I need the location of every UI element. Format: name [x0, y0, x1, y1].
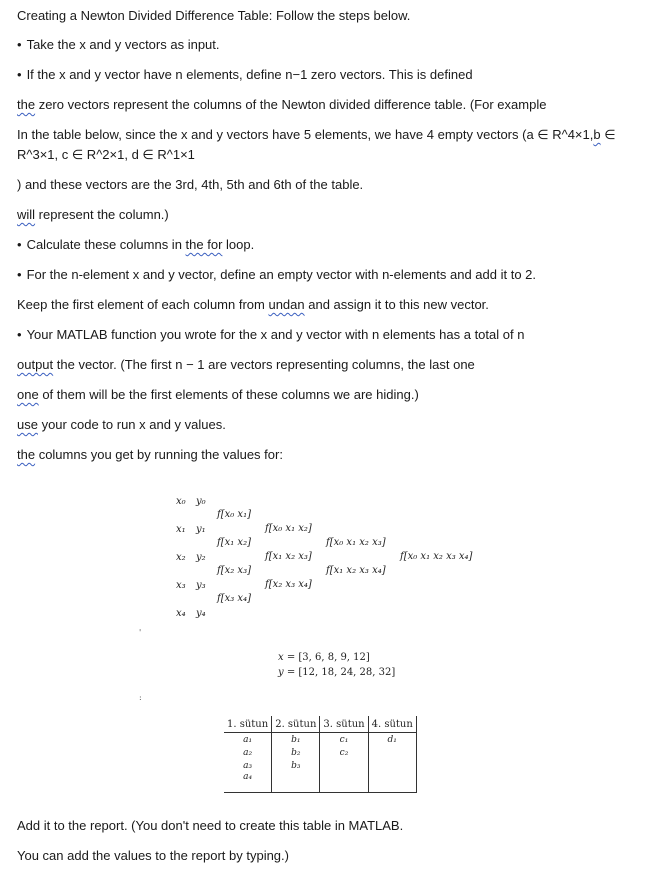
cell-a1: a₁	[243, 734, 253, 745]
cell-empty	[368, 759, 416, 772]
x-vector: x = [3, 6, 8, 9, 12]	[278, 652, 370, 663]
dd1-3: f[x₃ x₄]	[217, 593, 251, 604]
line-16: the columns you get by running the values for:	[17, 447, 283, 462]
cell-b2: b₂	[272, 746, 320, 759]
header-col-4: 4. sütun	[368, 716, 416, 733]
x3: x₃	[176, 580, 186, 591]
table-row	[224, 759, 416, 772]
y3: y₃	[196, 580, 206, 591]
column-table	[224, 716, 417, 793]
x4: x₄	[176, 608, 186, 619]
cell-c2: c₂	[320, 746, 368, 759]
dd1-2: f[x₂ x₃]	[217, 565, 251, 576]
line-8: will represent the column.)	[17, 207, 169, 222]
dd4-0: f[x₀ x₁ x₂ x₃ x₄]	[400, 551, 473, 562]
dd3-1: f[x₁ x₂ x₃ x₄]	[326, 565, 386, 576]
y0: y₀	[196, 496, 206, 507]
line-15: use your code to run x and y values.	[17, 417, 226, 432]
step-2: • If the x and y vector have n elements, define n−1 zero vectors. This is defined	[17, 67, 473, 83]
step-4: • For the n-element x and y vector, define an empty vector with n-elements and add it to 2.	[17, 267, 536, 283]
stray-mark-1: '	[139, 628, 142, 637]
y4: y₄	[196, 608, 206, 619]
y2: y₂	[196, 552, 206, 563]
cell-a4: a₄	[224, 772, 272, 793]
dd2-1: f[x₁ x₂ x₃]	[265, 551, 312, 562]
table-row	[224, 733, 416, 747]
closing-line-2: You can add the values to the report by typing.)	[17, 848, 289, 863]
cell-b1: b₁	[272, 733, 320, 747]
step-3: • Calculate these columns in the for loop.	[17, 237, 254, 253]
step-5: • Your MATLAB function you wrote for the x and y vector with n elements has a total of n	[17, 327, 524, 343]
line-11: Keep the first element of each column from undan and assign it to this new vector.	[17, 297, 489, 312]
y-vector: y = [12, 18, 24, 28, 32]	[278, 667, 396, 678]
cell-empty	[368, 772, 416, 793]
cell-empty	[320, 759, 368, 772]
heading: Creating a Newton Divided Difference Table: Follow the steps below.	[17, 8, 411, 23]
line-6: R^3×1, c ∈ R^2×1, d ∈ R^1×1	[17, 147, 195, 162]
x0: x₀	[176, 496, 186, 507]
table-row	[224, 772, 416, 793]
header-col-1: 1. sütun	[224, 716, 272, 733]
step-1: • Take the x and y vectors as input.	[17, 37, 220, 53]
cell-empty	[320, 772, 368, 793]
cell-empty	[368, 746, 416, 759]
cell-a3: a₃	[243, 760, 253, 771]
line-7: ) and these vectors are the 3rd, 4th, 5th and 6th of the table.	[17, 177, 364, 192]
line-14: one of them will be the first elements of these columns we are hiding.)	[17, 387, 419, 402]
line-13: output the vector. (The first n − 1 are vectors representing columns, the last one	[17, 357, 475, 372]
column-table-header	[224, 716, 416, 733]
table-row	[224, 746, 416, 759]
dd1-0: f[x₀ x₁]	[217, 509, 251, 520]
cell-empty	[272, 772, 320, 793]
line-4: the zero vectors represent the columns of the Newton divided difference table. (For example	[17, 97, 547, 112]
closing-line-1: Add it to the report. (You don't need to create this table in MATLAB.	[17, 818, 404, 833]
stray-mark-2: :	[139, 693, 142, 702]
cell-c1: c₁	[320, 733, 368, 747]
line-5: In the table below, since the x and y vectors have 5 elements, we have 4 empty vectors (a ∈ R^4×1,b ∈	[17, 127, 616, 142]
x2: x₂	[176, 552, 186, 563]
dd2-0: f[x₀ x₁ x₂]	[265, 523, 312, 534]
cell-a2: a₂	[243, 747, 253, 758]
y1: y₁	[196, 524, 206, 535]
dd1-1: f[x₁ x₂]	[217, 537, 251, 548]
header-col-3: 3. sütun	[320, 716, 368, 733]
x1: x₁	[176, 524, 186, 535]
header-col-2: 2. sütun	[272, 716, 320, 733]
cell-d1: d₁	[368, 733, 416, 747]
cell-b3: b₃	[272, 759, 320, 772]
dd2-2: f[x₂ x₃ x₄]	[265, 579, 312, 590]
dd3-0: f[x₀ x₁ x₂ x₃]	[326, 537, 386, 548]
